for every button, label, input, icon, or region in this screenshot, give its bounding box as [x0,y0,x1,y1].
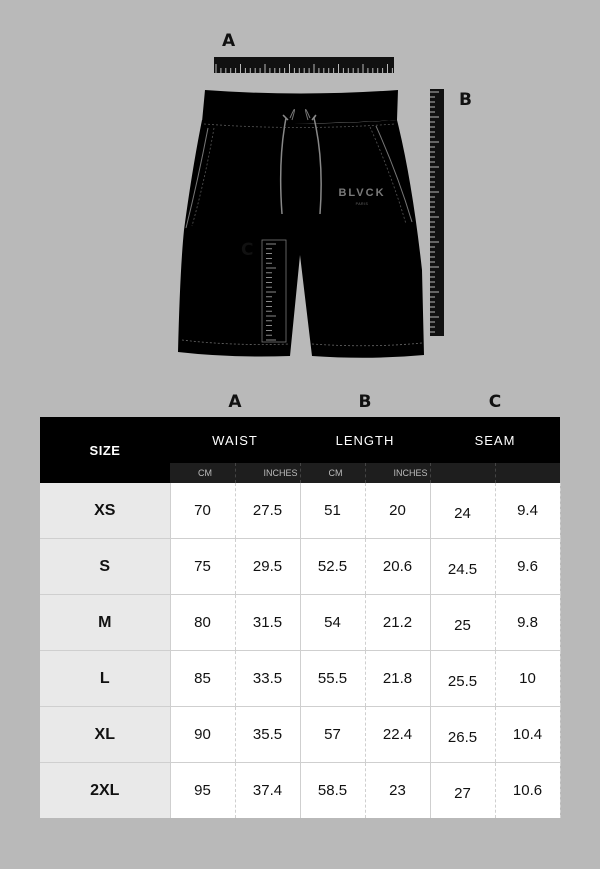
ruler-b [430,89,444,336]
seam-cm-cell: 24.5 [430,539,495,595]
column-letter-b: B [358,392,372,412]
length-in-cell: 21.2 [365,595,430,651]
brand-logo: BLVCK [338,187,386,199]
seam-cm-cell: 24 [430,483,495,539]
length-in-cell: 22.4 [365,707,430,763]
size-cell: S [40,539,170,595]
label-b: B [459,90,472,110]
seam-in-cell: 9.6 [495,539,560,595]
unit-header: CM [170,463,235,483]
seam-cm-cell: 25 [430,595,495,651]
seam-in-cell: 9.8 [495,595,560,651]
length-in-cell: 20 [365,483,430,539]
size-table [40,417,561,818]
seam-in-cell: 10 [495,651,560,707]
unit-header: INCHES [235,463,300,483]
length-in-cell: 21.8 [365,651,430,707]
waist-cm-cell: 75 [170,539,235,595]
unit-header [430,463,495,483]
waist-in-cell: 33.5 [235,651,300,707]
size-cell: M [40,595,170,651]
brand-sub: PARIS [355,202,369,206]
seam-in-cell: 10.6 [495,763,560,819]
table-row [40,483,560,539]
size-cell: 2XL [40,763,170,819]
column-letter-a: A [228,392,242,412]
waist-cm-cell: 80 [170,595,235,651]
table-row [40,707,560,763]
label-c: C [241,240,254,260]
waist-cm-cell: 70 [170,483,235,539]
seam-cm-cell: 27 [430,763,495,819]
size-header: SIZE [40,417,170,483]
waist-in-cell: 29.5 [235,539,300,595]
unit-header: CM [300,463,365,483]
ruler-a [214,57,394,73]
size-cell: XL [40,707,170,763]
length-cm-cell: 58.5 [300,763,365,819]
measurement-diagram [0,0,600,380]
seam-in-cell: 9.4 [495,483,560,539]
size-cell: L [40,651,170,707]
waist-in-cell: 27.5 [235,483,300,539]
table-row [40,763,560,819]
seam-cm-cell: 25.5 [430,651,495,707]
table-row [40,651,560,707]
length-cm-cell: 51 [300,483,365,539]
waist-cm-cell: 85 [170,651,235,707]
seam-header: SEAM [430,417,560,463]
waist-cm-cell: 95 [170,763,235,819]
column-letter-c: C [488,392,502,412]
table-row [40,539,560,595]
length-cm-cell: 57 [300,707,365,763]
shorts-body [178,90,424,358]
seam-cm-cell: 26.5 [430,707,495,763]
table-row [40,595,560,651]
length-cm-cell: 54 [300,595,365,651]
length-cm-cell: 55.5 [300,651,365,707]
length-header: LENGTH [300,417,430,463]
length-in-cell: 23 [365,763,430,819]
seam-in-cell: 10.4 [495,707,560,763]
size-cell: XS [40,483,170,539]
length-in-cell: 20.6 [365,539,430,595]
waist-cm-cell: 90 [170,707,235,763]
unit-header: INCHES [365,463,430,483]
waist-in-cell: 37.4 [235,763,300,819]
unit-header [495,463,560,483]
length-cm-cell: 52.5 [300,539,365,595]
waist-in-cell: 35.5 [235,707,300,763]
shorts-illustration [0,0,600,380]
waist-header: WAIST [170,417,300,463]
waist-in-cell: 31.5 [235,595,300,651]
label-a: A [222,31,236,51]
